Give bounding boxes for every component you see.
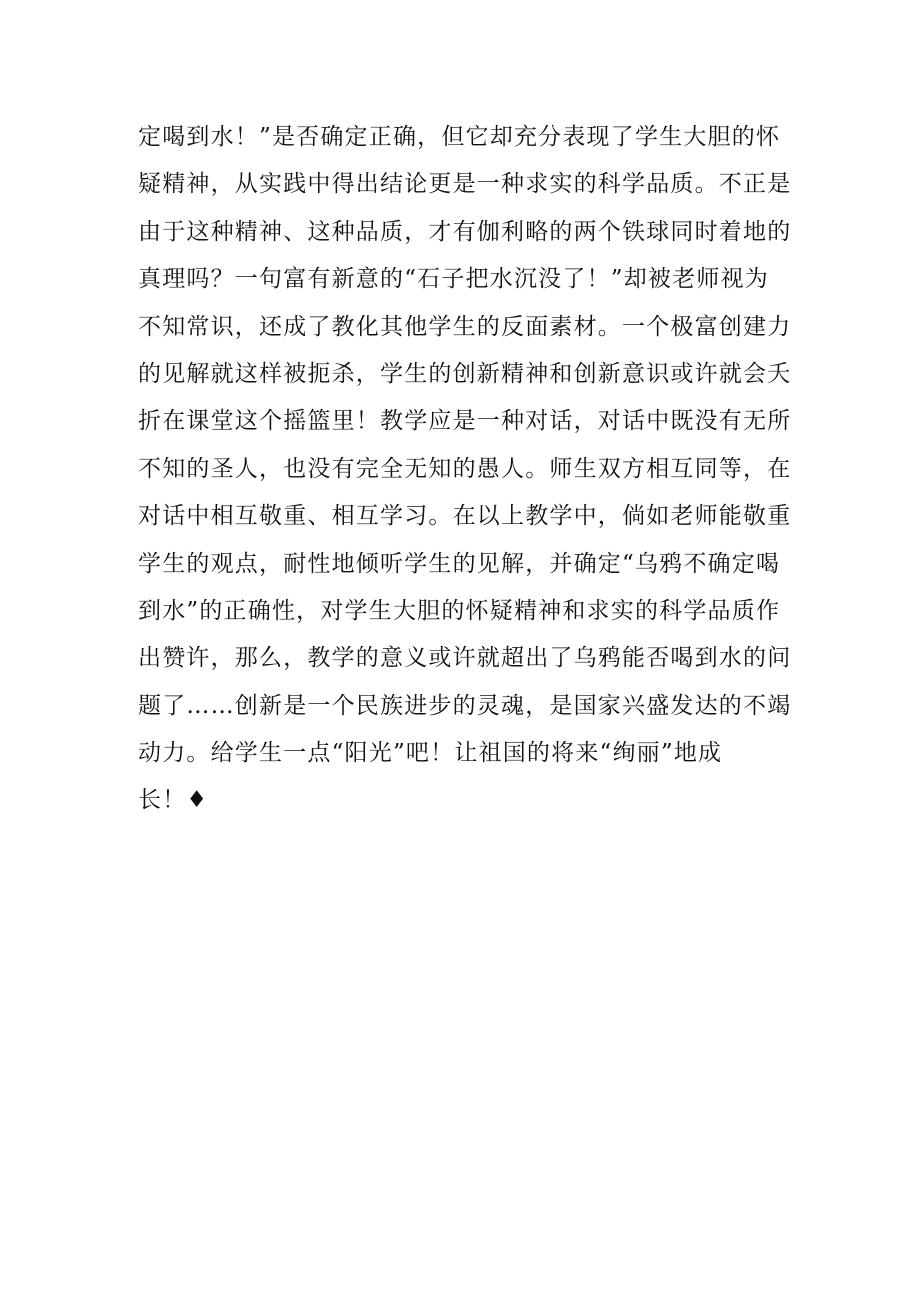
paragraph-line: 定喝到水！”是否确定正确，但它却充分表现了学生大胆的怀 (138, 124, 781, 150)
paragraph-line: 的见解就这样被扼杀，学生的创新精神和创新意识或许就会夭 (138, 360, 792, 387)
paragraph-line: 出赞许，那么，教学的意义或许就超出了乌鸦能否喝到水的问 (138, 645, 792, 672)
paragraph-line: 到水”的正确性，对学生大胆的怀疑精神和求实的科学品质作 (138, 597, 781, 624)
paragraph-line: 对话中相互敬重、相互学习。在以上教学中，倘如老师能敬重 (138, 503, 792, 530)
paragraph-line: 题了……创新是一个民族进步的灵魂，是国家兴盛发达的不竭 (138, 692, 792, 719)
paragraph-line: 不知常识，还成了教化其他学生的反面素材。一个极富创建力 (138, 313, 792, 340)
article-paragraph (138, 114, 792, 825)
paragraph-line: 学生的观点，耐性地倾听学生的见解，并确定“乌鸦不确定喝 (138, 550, 781, 577)
paragraph-line: 真理吗？一句富有新意的“石子把水沉没了！”却被老师视为 (138, 266, 769, 293)
paragraph-line: 折在课堂这个摇篮里！教学应是一种对话，对话中既没有无所 (138, 408, 792, 435)
paragraph-line: 不知的圣人，也没有完全无知的愚人。师生双方相互同等，在 (138, 455, 792, 482)
paragraph-line: 疑精神，从实践中得出结论更是一种求实的科学品质。不正是 (138, 171, 792, 198)
paragraph-line: 动力。给学生一点“阳光”吧！让祖国的将来“绚丽”地成 (138, 740, 723, 767)
paragraph-line: 长！♦ (138, 787, 209, 814)
paragraph-line: 由于这种精神、这种品质，才有伽利略的两个铁球同时着地的 (138, 218, 792, 245)
